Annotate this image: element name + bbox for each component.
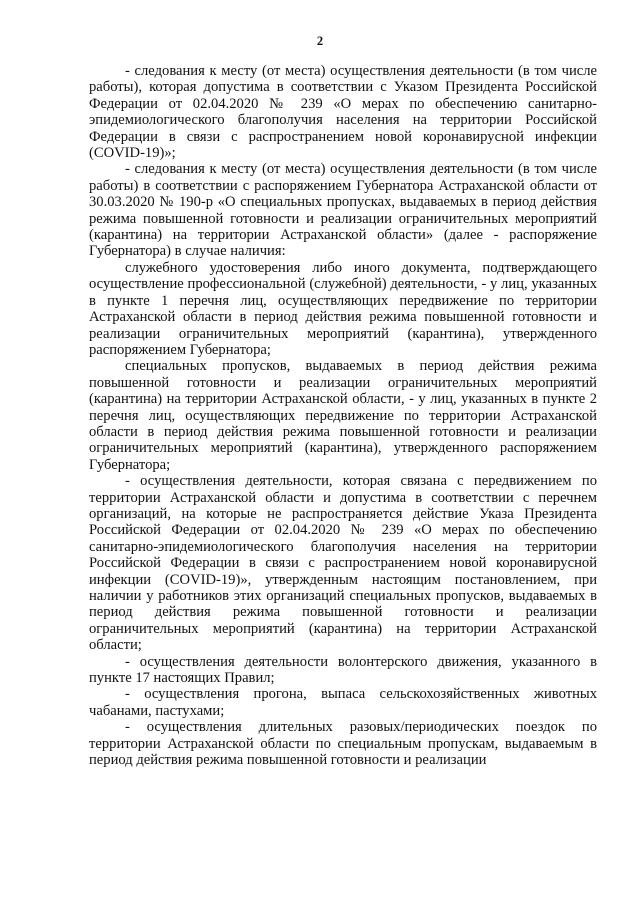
paragraph-volunteer-activity: - осуществления деятельности волонтерского движения, указанного в пункте 17 настоящих Правил; bbox=[89, 653, 597, 687]
paragraph-long-trips: - осуществления длительных разовых/периодических поездок по территории Астраханской области по специальным пропускам, выдаваемым в период действия режима повышенной готовности и реализации bbox=[89, 719, 597, 769]
document-body bbox=[89, 63, 597, 768]
paragraph-travel-to-work-by-order: - следования к месту (от места) осуществления деятельности (в том числе работы) в соответствии с распоряжением Губернатора Астраханской области от 30.03.2020 № 190-р «О специальных пропусках, выдаваемых в период действия режима повышенной готовности и реализации ограничительных мероприятий (карантина) на территории Астраханской области» (далее - распоряжение Губернатора) в случае наличия: bbox=[89, 161, 597, 260]
paragraph-special-passes: специальных пропусков, выдаваемых в период действия режима повышенной готовности и реализации ограничительных мероприятий (карантина) на территории Астраханской области, - у лиц, указанных в пункте 2 перечня лиц, осуществляющих передвижение по территории Астраханской области в период действия режима повышенной готовности и реализации ограничительных мероприятий (карантина), утвержденного распоряжением Губернатора; bbox=[89, 358, 597, 473]
paragraph-livestock-grazing: - осуществления прогона, выпаса сельскохозяйственных животных чабанами, пастухами; bbox=[89, 686, 597, 719]
paragraph-travel-to-work-by-decree: - следования к месту (от места) осуществления деятельности (в том числе работы), которая допустима в соответствии с Указом Президента Российской Федерации от 02.04.2020 № 239 «О мерах по обеспечению санитарно-эпидемиологического благополучия населения на территории Российской Федерации в связи с распространением новой коронавирусной инфекции (COVID-19)»; bbox=[89, 63, 597, 162]
paragraph-organization-activity: - осуществления деятельности, которая связана с передвижением по территории Астраханской области и допустима в соответствии с перечнем организаций, на которые не распространяется действие Указа Президента Российской Федерации от 02.04.2020 № 239 «О мерах по обеспечению санитарно-эпидемиологического благополучия населения на территории Российской Федерации в связи с распространением новой коронавирусной инфекции (COVID-19)», утвержденным настоящим постановлением, при наличии у работников этих организаций специальных пропусков, выдаваемых в период действия режима повышенной готовности и реализации ограничительных мероприятий (карантина) на территории Астраханской области; bbox=[89, 473, 597, 654]
page-number: 2 bbox=[316, 34, 324, 48]
paragraph-service-certificate: служебного удостоверения либо иного документа, подтверждающего осуществление профессиональной (служебной) деятельности, - у лиц, указанных в пункте 1 перечня лиц, осуществляющих передвижение по территории Астраханской области в период действия режима повышенной готовности и реализации ограничительных мероприятий (карантина), утвержденного распоряжением Губернатора; bbox=[89, 259, 597, 358]
